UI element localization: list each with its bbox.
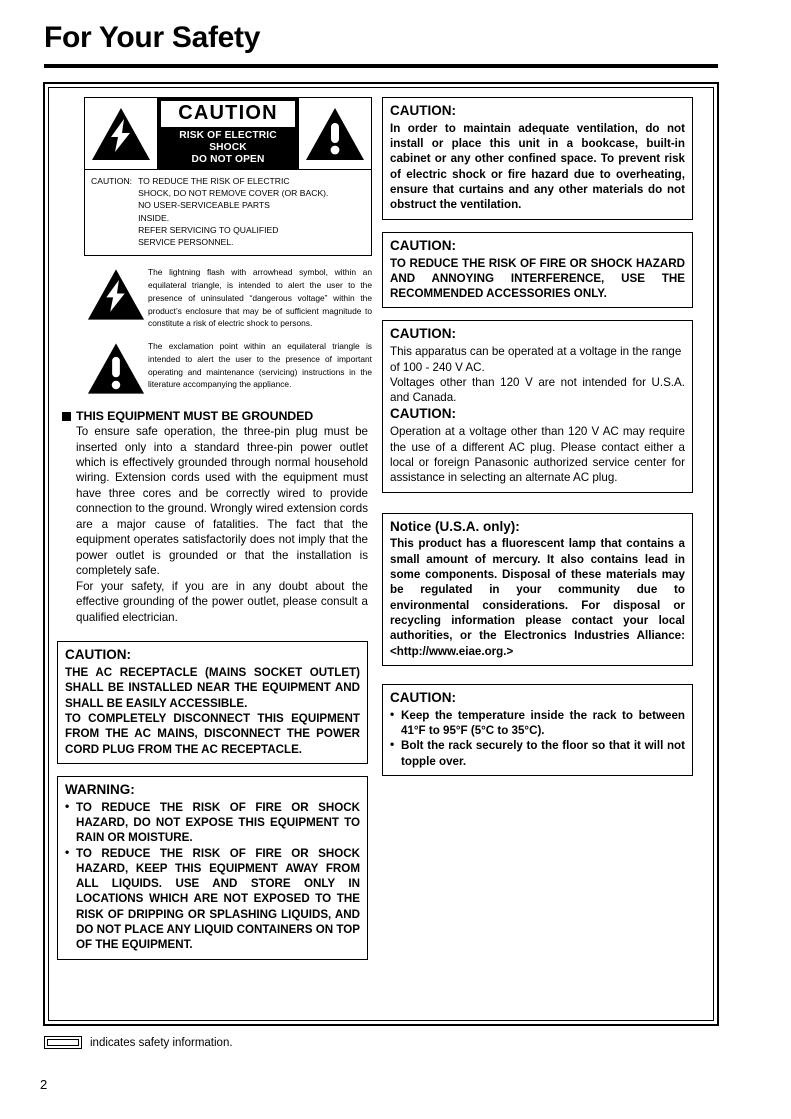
page-number: 2 <box>40 1077 48 1092</box>
left-column <box>57 94 372 1014</box>
grounding-body <box>62 424 368 625</box>
grounding-heading <box>62 409 368 423</box>
caution-ventilation-title: CAUTION: <box>390 103 456 118</box>
caution-rack-box <box>382 684 693 776</box>
notice-usa-box <box>382 513 693 666</box>
exclamation-triangle-icon <box>84 339 148 396</box>
caution-ac-receptacle-body <box>65 665 360 757</box>
caution-risk-line-1: RISK OF ELECTRIC SHOCK <box>179 130 277 154</box>
caution-voltage-title-2: CAUTION: <box>390 406 456 422</box>
caution-panel-line: TO REDUCE THE RISK OF ELECTRIC <box>138 176 290 186</box>
caution-ac-receptacle-paragraph: THE AC RECEPTACLE (MAINS SOCKET OUTLET) SHALL BE INSTALLED NEAR THE EQUIPMENT AND SHALL BE EASILY ACCESSIBLE. <box>65 666 360 710</box>
electric-shock-caution-panel <box>84 97 372 256</box>
caution-panel-line: REFER SERVICING TO QUALIFIED <box>138 224 279 235</box>
caution-accessories-box <box>382 232 693 309</box>
grounding-paragraph: For your safety, if you are in any doubt about the effective grounding of the power outlet, please consult a qualified electrician. <box>76 579 368 624</box>
warning-body <box>65 800 360 953</box>
lightning-explanation <box>84 265 372 330</box>
caution-panel-line: NO USER-SERVICEABLE PARTS <box>138 200 270 211</box>
exclamation-explanation-text: The exclamation point within an equilateral triangle is intended to alert the user to the presence of important operating and maintenance (servicing) instructions in the literature accompanying the appliance. <box>148 341 372 390</box>
lightning-bolt-triangle-icon <box>84 265 148 330</box>
caution-panel-line: SHOCK, DO NOT REMOVE COVER (OR BACK). <box>138 188 329 199</box>
caution-risk-line-2: DO NOT OPEN <box>191 153 265 165</box>
caution-panel-label: CAUTION: <box>91 176 133 186</box>
caution-accessories-title: CAUTION: <box>390 237 456 253</box>
caution-ventilation-body: In order to maintain adequate ventilation, do not install or place this unit in a bookcase, built-in cabinet or any other confined space. To prevent risk of electric shock or fire hazard due to overheating, ensure that curtains and any other materials do not obstruct the ventilation. <box>390 121 685 212</box>
caution-voltage-title-1: CAUTION: <box>390 326 456 342</box>
warning-list-item: • TO REDUCE THE RISK OF FIRE OR SHOCK HAZARD, KEEP THIS EQUIPMENT AWAY FROM ALL LIQUIDS. USE AND STORE ONLY IN LOCATIONS WHICH ARE NOT EXPOSED TO THE RISK OF DRIPPING OR SPLASHING LIQUIDS, AND DO NOT PLACE ANY LIQUID CONTAINERS ON TOP OF THE EQUIPMENT. <box>65 846 360 953</box>
page-title: For Your Safety <box>44 21 261 54</box>
caution-rack-list <box>390 708 685 769</box>
caution-panel-lines <box>138 175 328 248</box>
lightning-explanation-text: The lightning flash with arrowhead symbol, within an equilateral triangle, is intended to alert the user to the presence of uninsulated “dangerous voltage” within the product’s enclosure that may be of sufficient magnitude to constitute a risk of electric shock to persons. <box>148 267 372 329</box>
lightning-bolt-triangle-icon <box>85 98 157 169</box>
caution-rack-body <box>390 708 685 769</box>
right-column <box>382 94 693 1014</box>
caution-accessories-body: TO REDUCE THE RISK OF FIRE OR SHOCK HAZARD AND ANNOYING INTERFERENCE, USE THE RECOMMENDED ACCESSORIES ONLY. <box>390 256 685 301</box>
caution-rack-title: CAUTION: <box>390 689 456 705</box>
caution-rack-list-item: • Keep the temperature inside the rack to between 41°F to 95°F (5°C to 35°C). <box>390 708 685 739</box>
caution-ac-receptacle-title: CAUTION: <box>65 647 131 663</box>
warning-list-item: • TO REDUCE THE RISK OF FIRE OR SHOCK HAZARD, DO NOT EXPOSE THIS EQUIPMENT TO RAIN OR MOISTURE. <box>65 800 360 846</box>
exclamation-explanation <box>84 339 372 396</box>
grounding-section <box>62 409 368 625</box>
caution-ventilation-box <box>382 97 693 220</box>
safety-indicator-box-icon <box>44 1036 82 1049</box>
caution-panel-line: INSIDE. <box>138 212 170 223</box>
grounding-heading-text: THIS EQUIPMENT MUST BE GROUNDED <box>76 409 314 424</box>
caution-voltage-paragraph: This apparatus can be operated at a voltage in the range of 100 - 240 V AC. <box>390 345 682 374</box>
safety-legend-text: indicates safety information. <box>90 1036 233 1049</box>
title-rule <box>44 64 718 68</box>
caution-word-block <box>157 98 299 169</box>
caution-word: CAUTION <box>161 101 295 127</box>
caution-ac-receptacle-paragraph: TO COMPLETELY DISCONNECT THIS EQUIPMENT FROM THE AC MAINS, DISCONNECT THE POWER CORD PLUG FROM THE AC RECEPTACLE. <box>65 711 360 756</box>
caution-panel-line: SERVICE PERSONNEL. <box>138 237 234 248</box>
content-frame <box>43 82 719 1026</box>
square-bullet-icon <box>62 412 71 421</box>
caution-voltage-body-2: Operation at a voltage other than 120 V AC may require the use of a different AC plug. Please contact either a local or foreign Panasonic authorized service center for assistance in selecting an alternate AC plug. <box>390 425 685 485</box>
warning-title: WARNING: <box>65 781 135 797</box>
warning-list <box>65 800 360 953</box>
caution-panel-text <box>85 170 371 255</box>
caution-ac-receptacle-box <box>57 641 368 764</box>
caution-voltage-body-1 <box>390 344 685 405</box>
grounding-paragraph: To ensure safe operation, the three-pin plug must be inserted only into a standard three-pin power outlet which is effectively grounded through normal household wiring. Extension cords used with the equipment must have three cores and be correctly wired to provide connection to the ground. Wrongly wired extension cords are a major cause of fatalities. The fact that the equipment operates satisfactorily does not imply that the power outlet is grounded or that the installation is completely safe. <box>76 425 368 578</box>
safety-legend <box>44 1036 233 1049</box>
caution-panel-top <box>85 98 371 170</box>
caution-voltage-paragraph: Voltages other than 120 V are not intended for U.S.A. and Canada. <box>390 375 685 405</box>
content-frame-inner <box>48 87 714 1021</box>
two-column-layout <box>57 94 705 1014</box>
exclamation-triangle-icon <box>299 98 371 169</box>
caution-voltage-box <box>382 320 693 492</box>
notice-usa-title: Notice (U.S.A. only): <box>390 518 520 534</box>
warning-box <box>57 776 368 960</box>
caution-rack-list-item: • Bolt the rack securely to the floor so that it will not topple over. <box>390 738 685 769</box>
notice-usa-body: This product has a fluorescent lamp that contains a small amount of mercury. It also contains lead in some components. Disposal of these materials may be regulated in your community due to environmental considerations. For disposal or recycling information please contact your local authorities, or the Electronics Industries Alliance: <http://www.eiae.org.> <box>390 537 685 658</box>
